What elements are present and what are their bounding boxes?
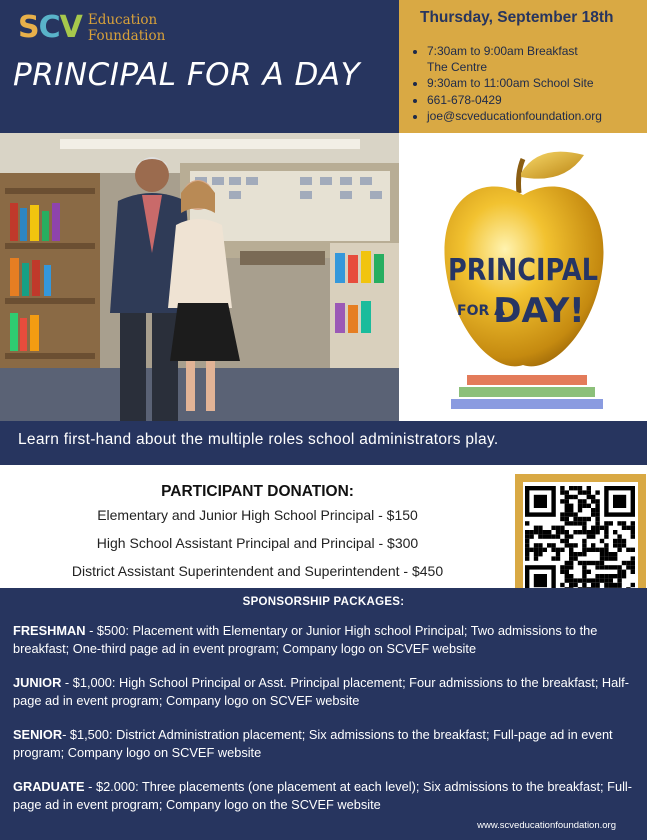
package-name: JUNIOR: [13, 675, 62, 690]
detail-venue: The Centre: [427, 60, 488, 75]
package-name: GRADUATE: [13, 779, 85, 794]
donation-row: High School Assistant Principal and Principal - $300: [96, 535, 419, 551]
sponsorship-section: [0, 588, 647, 840]
sponsorship-package-junior: [13, 674, 637, 710]
participant-donation-section: [0, 465, 515, 588]
scvef-logo: [18, 12, 165, 44]
event-date: Thursday, September 18th: [420, 9, 614, 26]
donation-row: Elementary and Junior High School Principal - $150: [97, 507, 418, 523]
photo-illustration: [0, 133, 399, 421]
golden-apple-icon: [399, 133, 647, 421]
logo-text-line1: Education: [87, 12, 158, 28]
donation-row: District Assistant Superintendent and Superintendent - $450: [71, 563, 444, 579]
logo-text: [88, 12, 165, 44]
sponsorship-package-senior: [13, 726, 637, 762]
package-name: FRESHMAN: [13, 623, 86, 638]
event-info-panel: [399, 0, 647, 133]
sponsorship-package-graduate: [13, 778, 637, 814]
sponsorship-heading: SPONSORSHIP PACKAGES:: [242, 596, 405, 608]
package-description: - $2.000: Three placements (one placement at each level); Six admissions to the breakfast; Full-page ad in event program; Company logo on the SCVEF website: [13, 779, 633, 812]
qr-code-icon: [523, 482, 638, 602]
logo-mark: SCV: [18, 10, 82, 45]
detail-phone: • 661-678-0429: [427, 92, 602, 108]
library-photo: [0, 133, 399, 421]
header-banner: [0, 0, 399, 133]
tagline: Learn first-hand about the multiple roles school administrators play.: [18, 431, 499, 448]
detail-email[interactable]: • joe@scveducationfoundation.org: [427, 108, 602, 124]
package-description: - $1,000: High School Principal or Asst. Principal placement; Four admissions to the breakfast; Half-page ad in event program; Company logo on SCVEF website: [13, 675, 629, 708]
detail-breakfast-time: • 7:30am to 9:00am Breakfast: [427, 43, 602, 59]
event-details: [413, 43, 602, 124]
sponsorship-package-freshman: [13, 622, 637, 658]
principal-apple-graphic: [399, 133, 647, 421]
apple-text-day: DAY!: [493, 291, 585, 331]
qr-code[interactable]: [523, 482, 638, 602]
website-link[interactable]: www.scveducationfoundation.org: [477, 820, 616, 831]
detail-school-time: • 9:30am to 11:00am School Site: [427, 75, 602, 91]
page-title: PRINCIPAL FOR A DAY: [13, 57, 361, 93]
package-description: - $500: Placement with Elementary or Junior High school Principal; Two admissions to the breakfast; One-third page ad in event program; Company logo on SCVEF website: [13, 623, 598, 656]
apple-text-for-a: FOR A: [457, 303, 505, 319]
participant-heading: PARTICIPANT DONATION:: [161, 483, 354, 500]
package-description: - $1,500: District Administration placement; Six admissions to the breakfast; Full-page ad in event program; Company logo on SCVEF website: [13, 727, 613, 760]
apple-text-principal: PRINCIPAL: [448, 253, 598, 288]
package-name: SENIOR: [13, 727, 63, 742]
tagline-bar: [0, 421, 647, 465]
logo-text-line2: Foundation: [87, 28, 166, 44]
